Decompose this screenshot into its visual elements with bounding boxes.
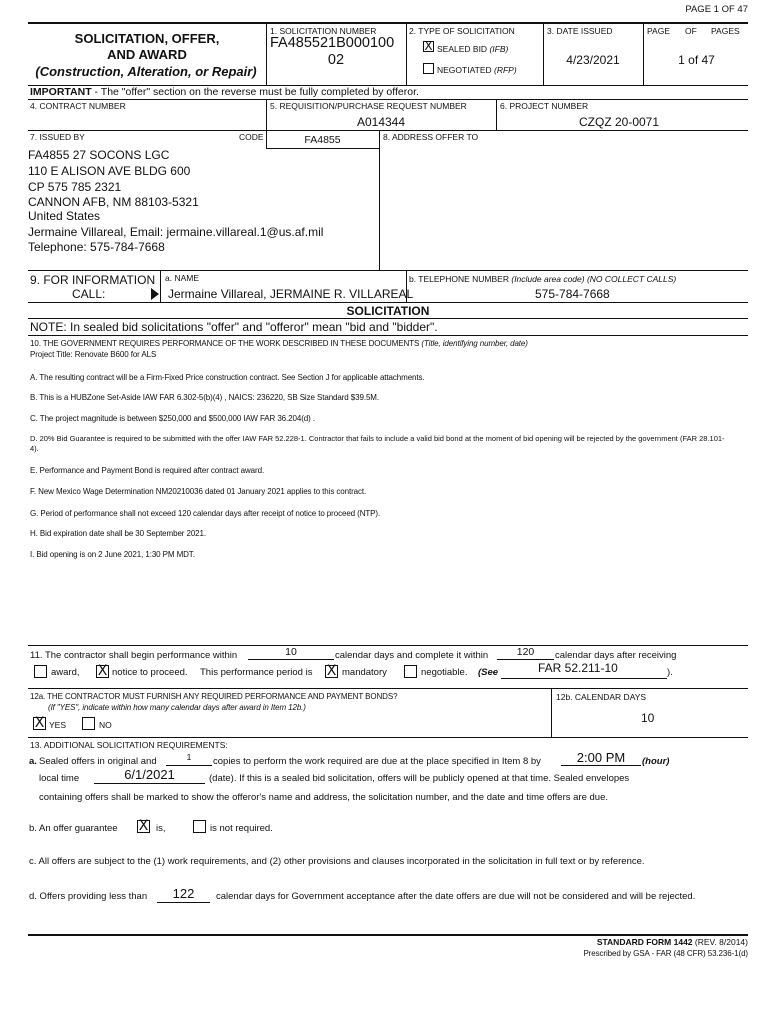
box2-label: 2. TYPE OF SOLICITATION [409,26,515,36]
box13-label: 13. ADDITIONAL SOLICITATION REQUIREMENTS: [30,740,228,750]
guarantee-is-checkbox[interactable]: X [138,818,149,834]
issuer-line-1: FA4855 27 SOCONS LGC [28,148,170,162]
pages-col-label: PAGES [711,26,740,36]
arrow-right-icon [151,288,159,300]
box12a-note: (If "YES", indicate within how many calendar days after award in Item 12b.) [48,703,306,712]
item-d-text1: d. Offers providing less than [29,891,148,902]
item-d-text2: calendar days for Government acceptance after the date offers are due will not be considered and will be rejected. [216,891,696,902]
requirement-h: H. Bid expiration date shall be 30 September 2021. [30,529,207,538]
negotiated-label: NEGOTIATED [437,65,492,75]
acceptance-days: 122 [172,886,195,901]
award-label: award, [51,667,80,678]
hour-label: (hour) [642,756,670,767]
page-col-label: PAGE [647,26,670,36]
begin-days: 10 [285,646,297,658]
box11-text1: 11. The contractor shall begin performance within [30,650,238,661]
item-a-text2: copies to perform the work required are due at the place specified in Item 8 by [213,756,541,767]
bonds-yes-checkbox[interactable]: X [34,715,45,731]
box3-label: 3. DATE ISSUED [547,26,613,36]
negotiable-label: negotiable. [421,667,468,678]
offer-due-time: 2:00 PM [576,750,626,765]
requisition-number: A014344 [356,115,406,129]
box9-name-label: a. NAME [165,273,200,283]
project-title: Project Title: Renovate B600 for ALS [30,350,157,359]
offer-due-date: 6/1/2021 [124,767,175,782]
requirement-f: F. New Mexico Wage Determination NM20210036 dated 01 January 2021 applies to this contract. [30,487,367,496]
important-notice: IMPORTANT - The "offer" section on the reverse must be fully completed by offeror. [30,86,419,98]
box8-label: 8. ADDRESS OFFER TO [383,132,479,142]
negotiable-checkbox[interactable] [404,665,417,678]
prescribed-by: Prescribed by GSA - FAR (48 CFR) 53.236-1(d) [583,949,748,958]
solicitation-header: SOLICITATION [346,304,430,318]
bonds-no-label: NO [99,720,112,730]
item-a-letter: a. [29,756,37,767]
box11-text3: calendar days after receiving [555,650,677,661]
guarantee-not-label: is not required. [210,823,273,834]
item-a-text3: (date). If this is a sealed bid solicitation, offers will be publicly opened at that time. Sealed envelopes [209,773,630,784]
ntp-label: notice to proceed. [112,667,188,678]
box9-label-line2: CALL: [72,287,106,301]
page-count: 1 of 47 [678,53,715,67]
requirement-d: D. 20% Bid Guarantee is required to be submitted with the offer IAW FAR 52.228-1. Contractor that fails to include a valid bid bond at the moment of bid opening will be rejected by the government (FAR 28.101-4). [30,434,725,453]
issuer-line-6: Jermaine Villareal, Email: jermaine.villareal.1@us.af.mil [28,225,324,239]
issuer-line-4: CANNON AFB, NM 88103-5321 [28,195,199,209]
box4-label: 4. CONTRACT NUMBER [30,101,126,111]
complete-days: 120 [516,646,535,658]
contact-name: Jermaine Villareal, JERMAINE R. VILLAREAL [168,287,414,301]
bonds-yes-label: YES [49,720,67,730]
project-number: CZQZ 20-0071 [579,115,660,129]
issuer-line-3: CP 575 785 2321 [28,180,122,194]
box1-label: 1. SOLICITATION NUMBER [270,26,377,36]
guarantee-not-checkbox[interactable] [193,820,206,833]
item-b-text: b. An offer guarantee [29,823,118,834]
issuer-line-7: Telephone: 575-784-7668 [28,240,165,254]
requirement-g: G. Period of performance shall not exceed 120 calendar days after receipt of notice to proceed (NTP). [30,509,381,518]
requirement-b: B. This is a HUBZone Set-Aside IAW FAR 6.302-5(b)(4) , NAICS: 236220, SB Size Standard $39.5M. [30,393,379,402]
box9-phone-label: b. TELEPHONE NUMBER [409,274,509,284]
sealed-bid-note: NOTE: In sealed bid solicitations "offer" and "offeror" mean "bid and "bidder". [30,320,438,334]
negotiated-checkbox[interactable] [423,63,434,74]
requirement-e: E. Performance and Payment Bond is required after contract award. [30,466,265,475]
copies-count: 1 [186,752,192,762]
box7-label: 7. ISSUED BY [30,132,85,142]
box10-label: 10. THE GOVERNMENT REQUIRES PERFORMANCE OF THE WORK DESCRIBED IN THESE DOCUMENTS [30,339,420,348]
box9-label-line1: 9. FOR INFORMATION [30,273,156,287]
box11-text2: calendar days and complete it within [335,650,489,661]
sealed-bid-label: SEALED BID [437,44,488,54]
issuer-line-2: 110 E ALISON AVE BLDG 600 [28,164,191,178]
form-title-line3: (Construction, Alteration, or Repair) [35,64,257,79]
box12a-label: 12a. THE CONTRACTOR MUST FURNISH ANY REQUIRED PERFORMANCE AND PAYMENT BONDS? [30,692,398,701]
of-col-label: OF [685,26,697,36]
mandatory-checkbox[interactable]: X [326,663,337,679]
requirement-i: I. Bid opening is on 2 June 2021, 1:30 PM MDT. [30,550,195,559]
sealed-bid-checkbox[interactable]: X [424,39,433,53]
item-a-text4: containing offers shall be marked to show the offeror's name and address, the solicitation number, and the date and time offers are due. [39,792,608,803]
form-revision: (REV. 8/2014) [694,937,748,947]
solicitation-number: FA485521B000100 [270,35,395,51]
issuer-code: FA4855 [304,134,341,146]
page-label: PAGE 1 OF 47 [685,4,748,15]
requirement-a: A. The resulting contract will be a Firm-Fixed Price construction contract. See Section J for applicable attachments. [30,373,425,382]
box5-label: 5. REQUISITION/PURCHASE REQUEST NUMBER [270,101,467,111]
local-time-label: local time [39,773,80,784]
form-title-line1: SOLICITATION, OFFER, [74,31,220,46]
solicitation-number-suffix: 02 [327,52,345,68]
requirement-c: C. The project magnitude is between $250,000 and $500,000 IAW FAR 36.204(d) . [30,414,315,423]
see-close: ). [667,667,673,678]
form-number: STANDARD FORM 1442 [596,937,693,947]
bonds-no-checkbox[interactable] [82,717,95,730]
form-title-line2: AND AWARD [107,47,187,62]
box6-label: 6. PROJECT NUMBER [500,101,589,111]
see-label: (See [478,667,499,678]
item-c-text: c. All offers are subject to the (1) work requirements, and (2) other provisions and clauses incorporated in the solicitation in full text or by reference. [29,856,645,867]
code-label: CODE [239,132,264,142]
item-a-text1: Sealed offers in original and [39,756,157,767]
see-reference: FAR 52.211-10 [538,661,618,675]
ntp-checkbox[interactable]: X [97,663,108,679]
box12b-label: 12b. CALENDAR DAYS [556,692,647,702]
guarantee-is-label: is, [156,823,166,834]
issuer-line-5: United States [28,209,101,223]
contact-phone: 575-784-7668 [535,287,610,301]
top-rule [28,22,748,24]
calendar-days-value: 10 [641,711,655,725]
award-checkbox[interactable] [34,665,47,678]
performance-period-label: This performance period is [200,667,313,678]
date-issued: 4/23/2021 [566,53,620,67]
mandatory-label: mandatory [342,667,387,678]
